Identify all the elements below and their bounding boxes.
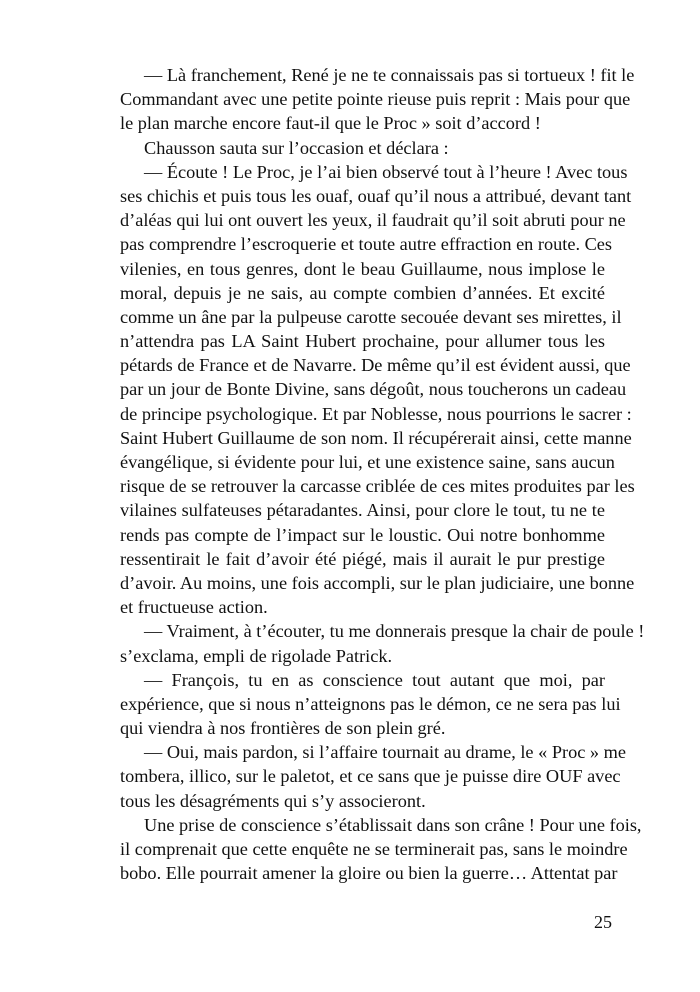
text-line: — Écoute ! Le Proc, je l’ai bien observé tout à l’heure ! Avec tous [144, 161, 628, 182]
text-line: Saint Hubert Guillaume de son nom. Il récupérerait ainsi, cette manne [120, 427, 632, 448]
text-line: tous les désagréments qui s’y associeront. [120, 790, 426, 811]
text-line: vilaines sulfateuses pétaradantes. Ainsi, pour clore le tout, tu ne te [120, 500, 605, 521]
page-number: 25 [594, 912, 612, 932]
text-line: d’avoir. Au moins, une fois accompli, sur le plan judiciaire, une bonne [120, 572, 635, 593]
text-line: ressentirait le fait d’avoir été piégé, mais il aurait le pur prestige [120, 548, 605, 569]
text-line: Une prise de conscience s’établissait dans son crâne ! Pour une fois, [144, 814, 642, 835]
text-line: ses chichis et puis tous les ouaf, ouaf qu’il nous a attribué, devant tant [120, 185, 632, 206]
text-line: d’aléas qui lui ont ouvert les yeux, il faudrait qu’il soit abruti pour ne [120, 210, 626, 231]
text-line: — François, tu en as conscience tout autant que moi, par [144, 669, 605, 690]
text-line: expérience, que si nous n’atteignons pas le démon, ce ne sera pas lui [120, 693, 621, 714]
text-line: Chausson sauta sur l’occasion et déclara : [144, 137, 449, 158]
text-line: évangélique, si évidente pour lui, et une existence saine, sans aucun [120, 452, 615, 472]
text-line: — Vraiment, à t’écouter, tu me donnerais presque la chair de poule ! [144, 621, 645, 642]
text-line: comme un âne par la pulpeuse carotte secouée devant ses mirettes, il [120, 306, 622, 327]
text-line: — Là franchement, René je ne te connaissais pas si tortueux ! fit le [144, 65, 635, 85]
text-line: pas comprendre l’escroquerie et toute autre effraction en route. Ces [120, 234, 613, 255]
text-line: le plan marche encore faut-il que le Proc » soit d’accord ! [120, 113, 541, 134]
text-line: pétards de France et de Navarre. De même qu’il est évident aussi, que [120, 355, 631, 376]
text-line: qui viendra à nos frontières de son plein gré. [120, 718, 446, 739]
text-line: il comprenait que cette enquête ne se terminerait pas, sans le moindre [120, 839, 628, 859]
text-line: tombera, illico, sur le paletot, et ce sans que je puisse dire OUF avec [120, 766, 621, 787]
text-line: — Oui, mais pardon, si l’affaire tournait au drame, le « Proc » me [144, 742, 626, 763]
text-line: rends pas compte de l’impact sur le loustic. Oui notre bonhomme [120, 524, 605, 545]
text-line: Commandant avec une petite pointe rieuse puis reprit : Mais pour que [120, 89, 631, 110]
text-line: n’attendra pas LA Saint Hubert prochaine, pour allumer tous les [120, 331, 605, 352]
text-line: risque de se retrouver la carcasse criblée de ces mites produites par les [120, 476, 635, 497]
text-line: de principe psychologique. Et par Noblesse, nous pourrions le sacrer : [120, 403, 632, 424]
text-line: par un jour de Bonte Divine, sans dégoût, nous toucherons un cadeau [120, 379, 627, 400]
text-line: bobo. Elle pourrait amener la gloire ou bien la guerre… Attentat par [120, 863, 618, 884]
text-line: vilenies, en tous genres, dont le beau Guillaume, nous implose le [120, 258, 605, 279]
text-line: et fructueuse action. [120, 597, 268, 618]
text-line: s’exclama, empli de rigolade Patrick. [120, 645, 393, 666]
body-text [120, 63, 645, 885]
text-line: moral, depuis je ne sais, au compte combien d’années. Et excité [120, 282, 605, 303]
